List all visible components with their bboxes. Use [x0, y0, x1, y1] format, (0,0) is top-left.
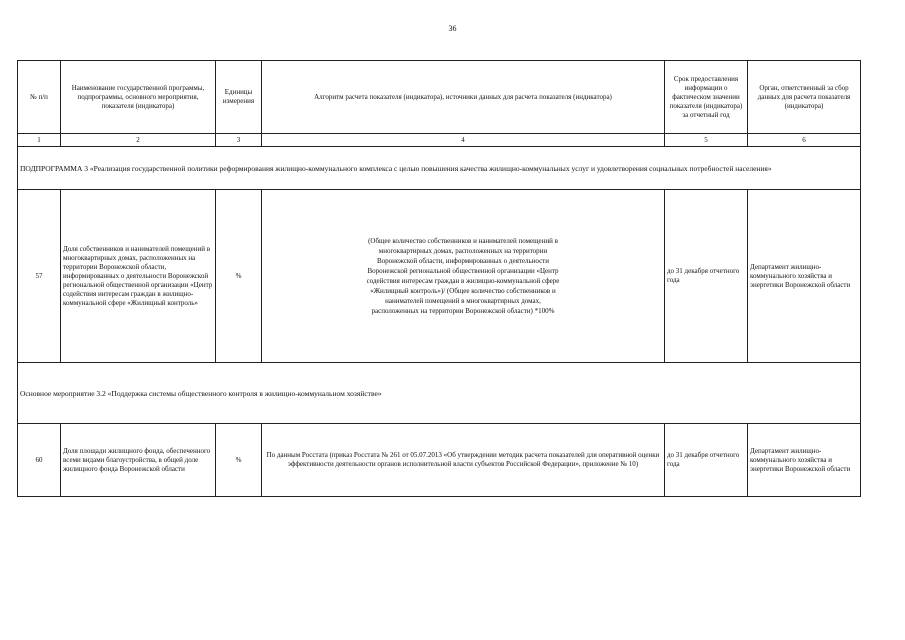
- indicators-table: [17, 60, 861, 497]
- row-number: 60: [18, 424, 61, 497]
- column-number: 2: [61, 134, 216, 147]
- subprogram-title: ПОДПРОГРАММА 3 «Реализация государственной политики реформирования жилищно-коммунального комплекса с целью повышения качества жилищно-коммунальных услуг и удовлетворения социальных потребностей населения»: [18, 147, 861, 190]
- row-algorithm-cell: [262, 190, 665, 363]
- column-number: 4: [262, 134, 665, 147]
- column-number: 1: [18, 134, 61, 147]
- main-event-title: Основное мероприятие 3.2 «Поддержка системы общественного контроля в жилищно-коммунальном хозяйстве»: [18, 363, 861, 424]
- row-responsible: Департамент жилищно-коммунального хозяйства и энергетики Воронежской области: [748, 190, 861, 363]
- row-unit: %: [216, 424, 262, 497]
- header-algorithm: Алгоритм расчета показателя (индикатора), источники данных для расчета показателя (индикатора): [262, 61, 665, 134]
- column-number: 3: [216, 134, 262, 147]
- row-deadline: до 31 декабря отчетного года: [665, 190, 748, 363]
- row-indicator-name: Доля собственников и нанимателей помещений в многоквартирных домах, расположенных на территории Воронежской области, информированных о деятельности Воронежской региональной общественной организации «Центр содействия интересам граждан в жилищно-коммунальной сфере «Жилищный контроль»: [61, 190, 216, 363]
- header-number: № п/п: [18, 61, 61, 134]
- table-header-row: [18, 61, 861, 134]
- column-numbers-row: [18, 134, 861, 147]
- row-number: 57: [18, 190, 61, 363]
- row-algorithm: (Общее количество собственников и нанимателей помещений в многоквартирных домах, расположенных на территории Воронежской области, информированных о деятельности Воронежской региональной общественной организации «Центр содействия интересам граждан в жилищно-коммунальной сфере «Жилищный контроль»)/ (Общее количество собственников и нанимателей помещений в многоквартирных домах, расположенных на территории Воронежской области) *100%: [366, 237, 560, 315]
- column-number: 6: [748, 134, 861, 147]
- row-unit: %: [216, 190, 262, 363]
- table-row: [18, 190, 861, 363]
- row-responsible: Департамент жилищно-коммунального хозяйства и энергетики Воронежской области: [748, 424, 861, 497]
- header-deadline: Срок предоставления информации о фактическом значении показателя (индикатора) за отчетный год: [665, 61, 748, 134]
- main-event-row: [18, 363, 861, 424]
- table-row: [18, 424, 861, 497]
- page-number: 36: [448, 24, 457, 33]
- row-deadline: до 31 декабря отчетного года: [665, 424, 748, 497]
- row-indicator-name: Доля площади жилищного фонда, обеспеченного всеми видами благоустройства, в общей доле жилищного фонда Воронежской области: [61, 424, 216, 497]
- column-number: 5: [665, 134, 748, 147]
- row-algorithm: По данным Росстата (приказ Росстата № 261 от 05.07.2013 «Об утверждении методик расчета показателей для оперативной оценки эффективности деятельности органов исполнительной власти субъектов Российской Федерации», приложение № 10): [262, 424, 665, 497]
- header-name: Наименование государственной программы, подпрограммы, основного мероприятия, показателя (индикатора): [61, 61, 216, 134]
- header-unit: Единицы измерения: [216, 61, 262, 134]
- header-responsible: Орган, ответственный за сбор данных для расчета показателя (индикатора): [748, 61, 861, 134]
- subprogram-row: [18, 147, 861, 190]
